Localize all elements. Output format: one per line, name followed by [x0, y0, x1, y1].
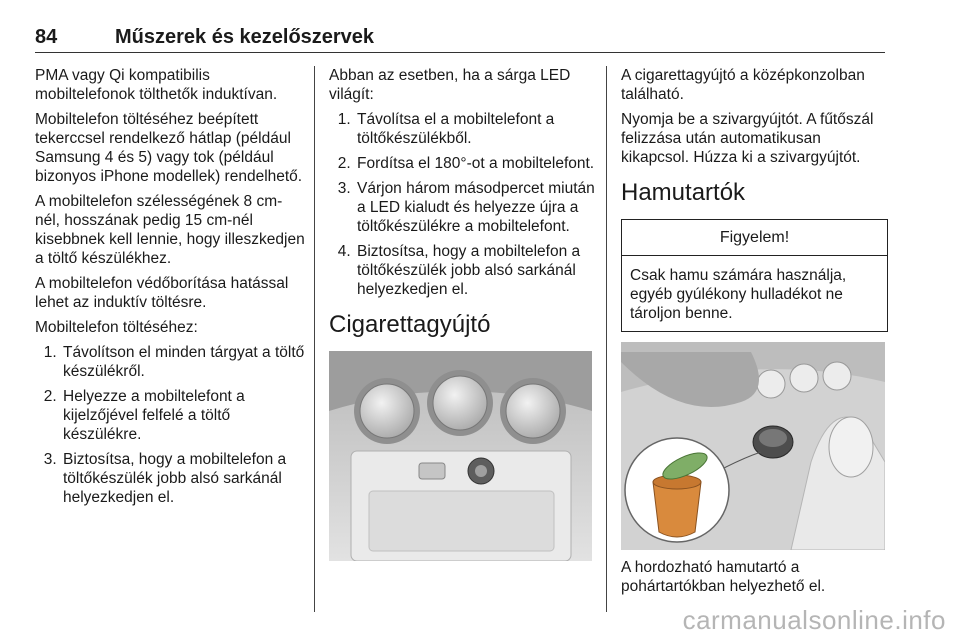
page-number: 84 [35, 26, 58, 48]
ashtray-illustration [621, 342, 885, 550]
list-item: 2. Helyezze a mobiltelefont a kijelzőjével felfelé a töltő készülékre. [61, 387, 305, 444]
chapter-title: Műszerek és kezelőszervek [115, 26, 375, 48]
paragraph: Mobiltelefon töltéséhez beépített tekerccsel rendelkező hátlap (például Samsung 4 és 5) vagy tok (például bizonyos iPhone modellek) rendelhető. [35, 111, 303, 185]
warning-title: Figyelem! [622, 220, 887, 256]
list-item: 3. Biztosítsa, hogy a mobiltelefon a töltőkészülék jobb alsó sarkánál helyezkedjen el. [61, 450, 305, 507]
column-middle [329, 66, 595, 561]
list-item: 2. Fordítsa el 180°-ot a mobiltelefont. [355, 154, 595, 173]
warning-box [621, 219, 888, 332]
list-item: 4. Biztosítsa, hogy a mobiltelefon a töltőkészülék jobb alsó sarkánál helyezkedjen el. [355, 242, 595, 299]
section-heading-cigarette-lighter: Cigarettagyújtó [329, 311, 491, 338]
console-illustration [329, 351, 592, 561]
paragraph: Mobiltelefon töltéséhez: [35, 319, 198, 336]
figure-caption: A hordozható hamutartó a pohártartókban helyezhető el. [621, 559, 826, 595]
column-divider [314, 66, 315, 612]
cigarette-lighter-figure [329, 351, 592, 561]
paragraph: A mobiltelefon védőborítása hatással lehet az induktív töltésre. [35, 275, 289, 311]
section-heading-ashtrays: Hamutartók [621, 179, 746, 206]
page-header [35, 26, 885, 53]
ashtray-figure [621, 342, 885, 550]
paragraph: A cigarettagyújtó a középkonzolban található. [621, 67, 865, 103]
led-steps-list [329, 110, 595, 299]
list-item: 1. Távolítson el minden tárgyat a töltő készülékről. [61, 343, 305, 381]
charging-steps-list [35, 343, 305, 507]
column-left [35, 66, 305, 513]
watermark: carmanualsonline.info [682, 605, 946, 635]
list-item: 3. Várjon három másodpercet miután a LED kialudt és helyezze újra a töltőkészülékre a mobiltelefont. [355, 179, 595, 236]
paragraph: Abban az esetben, ha a sárga LED világít: [329, 67, 571, 103]
column-right [621, 66, 888, 602]
paragraph: A mobiltelefon szélességének 8 cm-nél, hosszának pedig 15 cm-nél kisebbnek kell lennie, hogy illeszkedjen a töltő készülékhez. [35, 193, 305, 267]
paragraph: PMA vagy Qi kompatibilis mobiltelefonok tölthetők induktívan. [35, 67, 278, 103]
column-divider [606, 66, 607, 612]
paragraph: Nyomja be a szivargyújtót. A fűtőszál felizzása után automatikusan kikapcsol. Húzza ki a szivargyújtót. [621, 111, 874, 166]
warning-text: Csak hamu számára használja, egyéb gyúlékony hulladékot ne tároljon benne. [630, 267, 847, 322]
list-item: 1. Távolítsa el a mobiltelefont a töltőkészülékből. [355, 110, 595, 148]
